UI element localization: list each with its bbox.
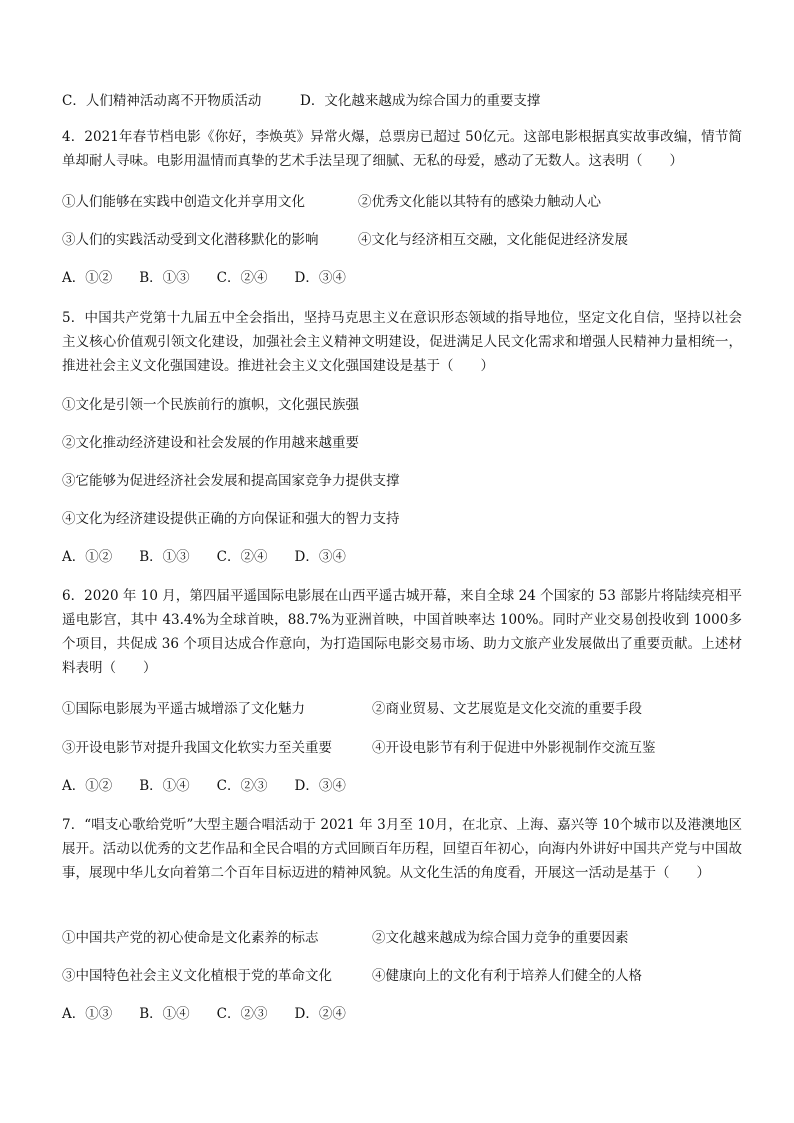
q6-statement-2: ②商业贸易、文艺展览是文化交流的重要手段 [372,701,642,717]
q4-statement-4: ④文化与经济相互交融，文化能促进经济发展 [358,232,628,248]
q4-statement-1: ①人们能够在实践中创造文化并享用文化 [62,194,305,210]
q6-statement-1: ①国际电影展为平遥古城增添了文化魅力 [62,701,305,717]
q5-statement-3: ③它能够为促进经济社会发展和提高国家竞争力提供支撑 [62,473,400,489]
q6-statement-3: ③开设电影节对提升我国文化软实力至关重要 [62,740,332,756]
q4-statement-2: ②优秀文化能以其特有的感染力触动人心 [358,194,601,210]
q5-stem: 5．中国共产党第十九届五中全会指出，坚持马克思主义在意识形态领域的指导地位，坚定文化自信，坚持以社会主义核心价值观引领文化建设，加强社会主义精神文明建设，促进满足人民文化需求和增强人民精神力量相统一，推进社会主义文化强国建设。推进社会主义文化强国建设是基于（ ） [62,310,742,374]
q5-statement-2: ②文化推动经济建设和社会发展的作用越来越重要 [62,435,359,451]
q4-choices: A．①② B．①③ C．②④ D．③④ [62,270,346,286]
q7-stem: 7．“唱支心歌给党听”大型主题合唱活动于 2021 年 3月至 10月，在北京、上海、嘉兴等 10个城市以及港澳地区展开。活动以优秀的文艺作品和全民合唱的方式回顾百年历程，回望百年初心，向海内外讲好中国共产党与中国故事，展现中华儿女向着第二个百年目标迈进的精神风貌。从文化生活的角度看，开展这一活动是基于（ ） [62,817,742,881]
q7-statement-2: ②文化越来越成为综合国力竞争的重要因素 [372,930,629,946]
q3-option-d: D．文化越来越成为综合国力的重要支撑 [300,93,541,109]
q3-option-c: C．人们精神活动离不开物质活动 [62,93,262,109]
q7-statement-4: ④健康向上的文化有利于培养人们健全的人格 [372,968,642,984]
q7-statement-3: ③中国特色社会主义文化植根于党的革命文化 [62,968,332,984]
q5-statement-4: ④文化为经济建设提供正确的方向保证和强大的智力支持 [62,511,400,527]
q5-statement-1: ①文化是引领一个民族前行的旗帜，文化强民族强 [62,397,359,413]
q7-statement-1: ①中国共产党的初心使命是文化素养的标志 [62,930,319,946]
q4-stem: 4．2021年春节档电影《你好，李焕英》异常火爆，总票房已超过 50亿元。这部电影根据真实故事改编，情节简单却耐人寻味。电影用温情而真挚的艺术手法呈现了细腻、无私的母爱，感动了无数人。这表明（ ） [62,129,742,169]
q5-choices: A．①② B．①③ C．②④ D．③④ [62,549,346,565]
q4-statement-3: ③人们的实践活动受到文化潜移默化的影响 [62,232,319,248]
q7-choices: A．①③ B．①④ C．②③ D．②④ [62,1006,346,1022]
q6-stem: 6．2020 年 10 月，第四届平遥国际电影展在山西平遥古城开幕，来自全球 24 个国家的 53 部影片将陆续亮相平遥电影宫，其中 43.4%为全球首映，88.7%为亚洲首映，中国首映率达 100%。同时产业交易创投收到 1000多个项目，共促成 36 个项目达成合作意向，为打造国际电影交易市场、助力文旅产业发展做出了重要贡献。上述材料表明（ ） [62,588,742,676]
q6-choices: A．①② B．①④ C．②③ D．③④ [62,778,346,794]
q6-statement-4: ④开设电影节有利于促进中外影视制作交流互鉴 [372,740,656,756]
